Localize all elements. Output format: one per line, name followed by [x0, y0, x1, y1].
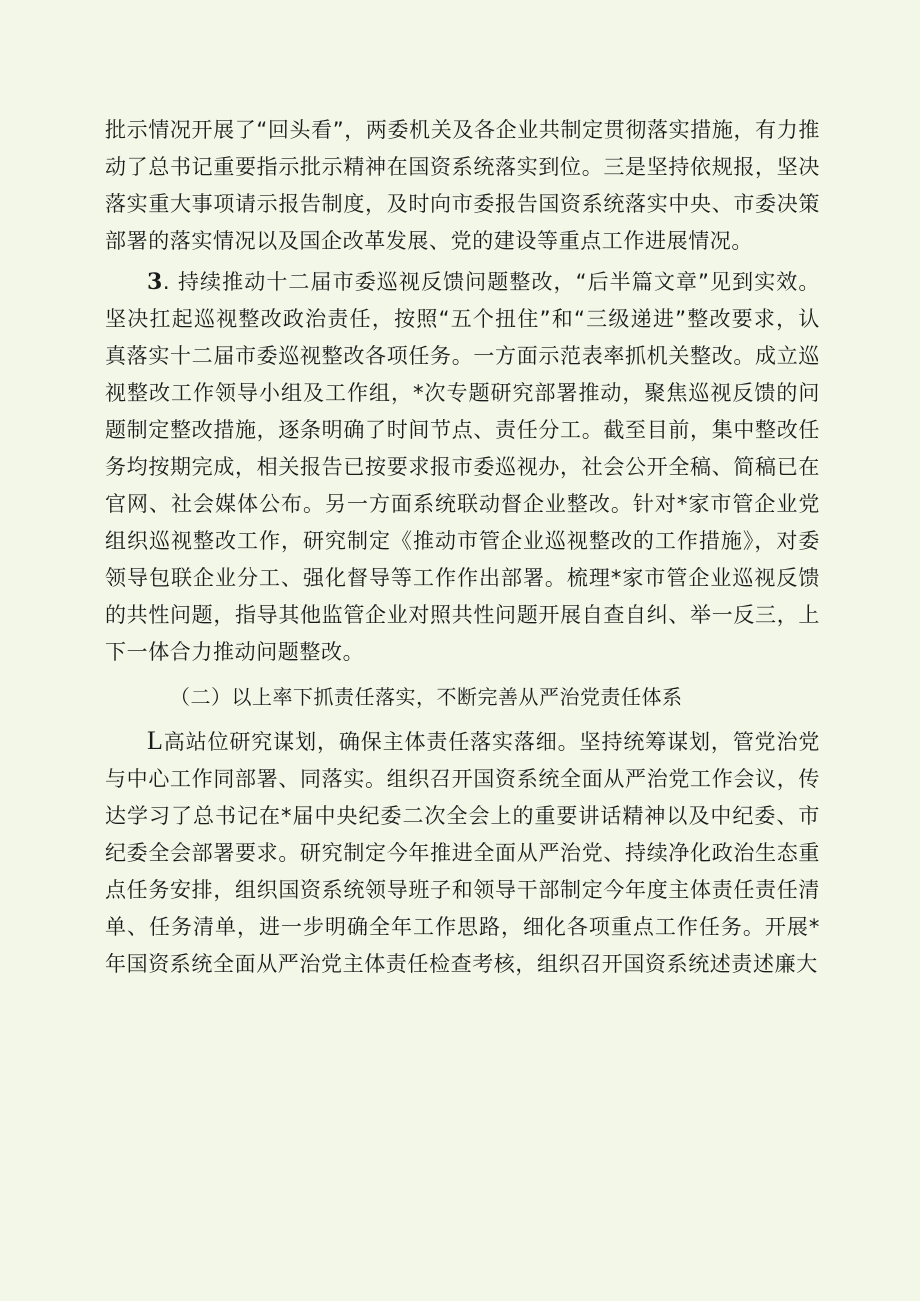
section-heading: （二）以上率下抓责任落实，不断完善从严治党责任体系 [170, 685, 683, 709]
item-number: L [147, 726, 164, 755]
paragraph-item-3 [105, 264, 820, 671]
paragraph-text: 高站位研究谋划，确保主体责任落实落细。坚持统筹谋划，管党治党与中心工作同部署、同落实。组织召开国资系统全面从严治党工作会议，传达学习了总书记在*届中央纪委二次全会上的重要讲话精神以及中纪委、市纪委全会部署要求。研究制定今年推进全面从严治党、持续净化政治生态重点任务安排，组织国资系统领导班子和领导干部制定今年度主体责任责任清单、任务清单，进一步明确全年工作思路，细化各项重点工作任务。开展*年国资系统全面从严治党主体责任检查考核，组织召开国资系统述责述廉大 [105, 730, 820, 976]
item-number: 3 [147, 269, 163, 295]
paragraph-text: . 持续推动十二届市委巡视反馈问题整改，“后半篇文章”见到实效。坚决扛起巡视整改政治责任，按照“五个扭住”和“三级递进”整改要求，认真落实十二届市委巡视整改各项任务。一方面示范表率抓机关整改。成立巡视整改工作领导小组及工作组，*次专题研究部署推动，聚焦巡视反馈的问题制定整改措施，逐条明确了时间节点、责任分工。截至目前，集中整改任务均按期完成，相关报告已按要求报市委巡视办，社会公开全稿、简稿已在官网、社会媒体公布。另一方面系统联动督企业整改。针对*家市管企业党组织巡视整改工作，研究制定《推动市管企业巡视整改的工作措施》，对委领导包联企业分工、强化督导等工作作出部署。梳理*家市管企业巡视反馈的共性问题，指导其他监管企业对照共性问题开展自查自纠、举一反三，上下一体合力推动问题整改。 [105, 270, 820, 664]
paragraph-text: 批示情况开展了“回头看”，两委机关及各企业共制定贯彻落实措施，有力推动了总书记重要指示批示精神在国资系统落实到位。三是坚持依规报，坚决落实重大事项请示报告制度，及时向市委报告国资系统落实中央、市委决策部署的落实情况以及国企改革发展、党的建设等重点工作进展情况。 [105, 118, 820, 253]
paragraph-item-1 [105, 722, 820, 983]
paragraph-continued [105, 112, 820, 260]
